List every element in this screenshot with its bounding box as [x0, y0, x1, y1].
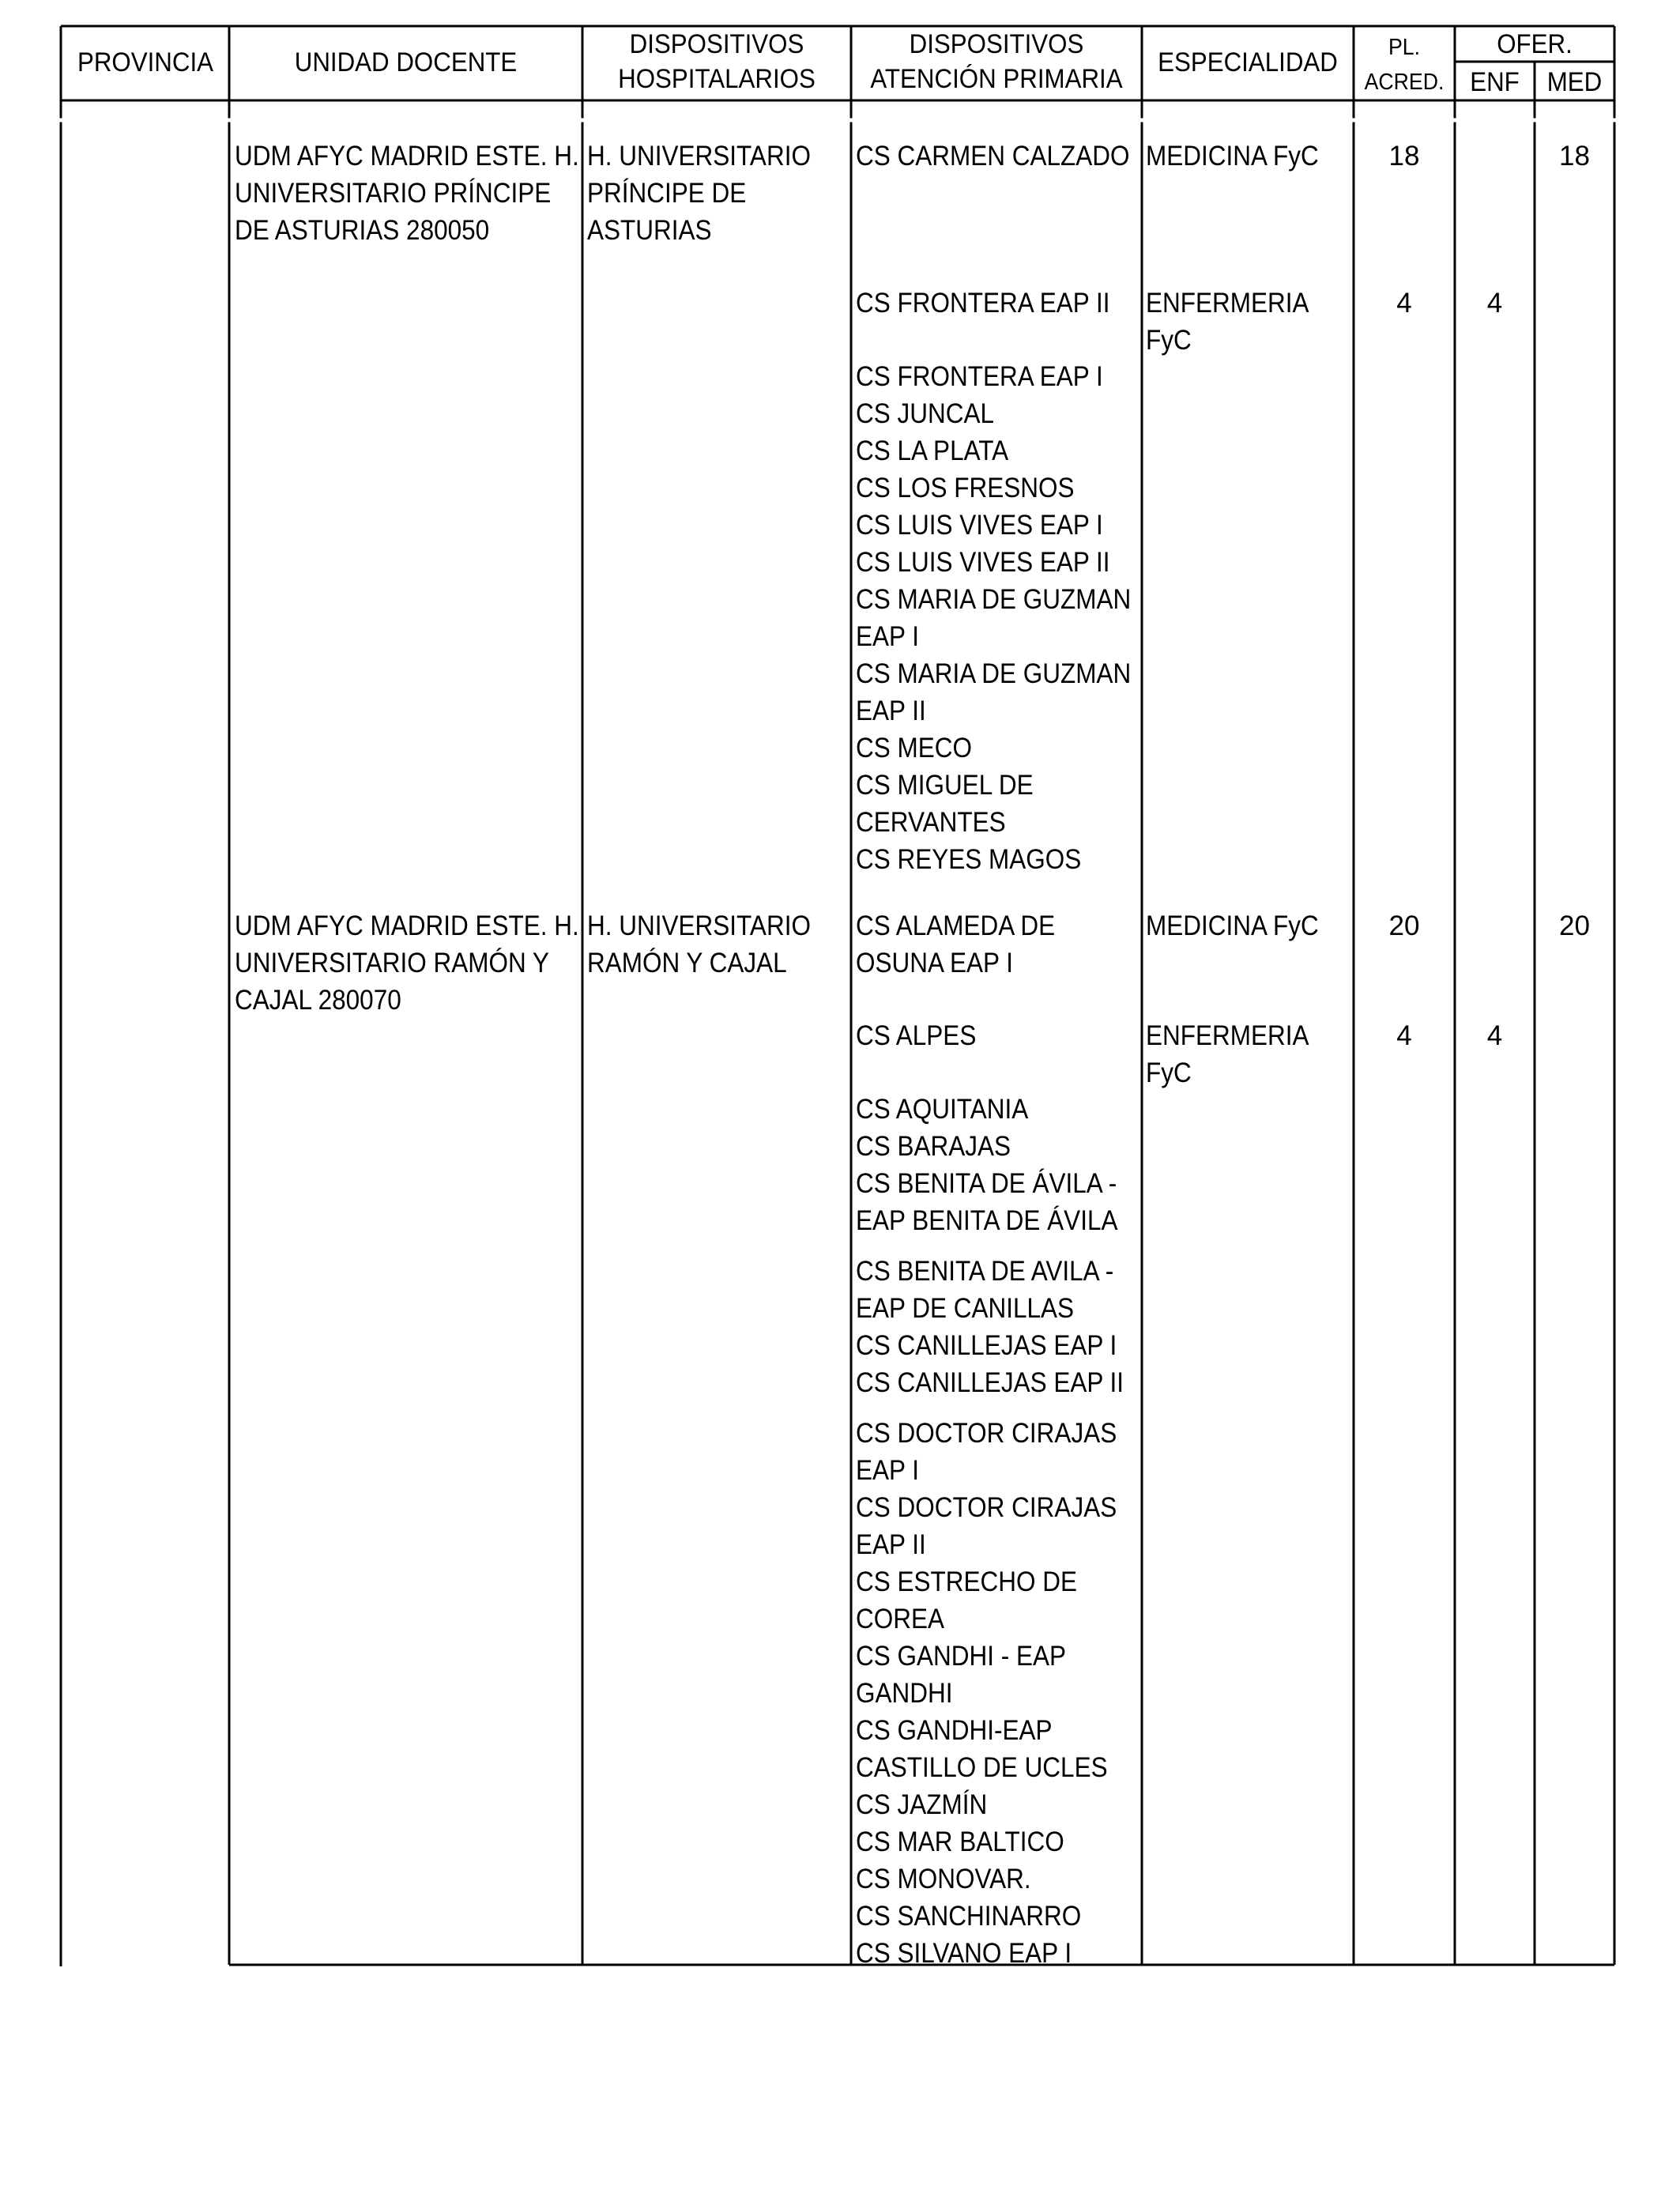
- header-especialidad: ESPECIALIDAD: [1158, 47, 1338, 77]
- header-unidad-docente: UNIDAD DOCENTE: [294, 47, 518, 77]
- header-provincia: PROVINCIA: [77, 47, 214, 77]
- row2-ap-list-b: CS BENITA DE AVILA - EAP DE CANILLAS CS CANILLEJAS EAP I CS CANILLEJAS EAP II: [856, 1256, 1124, 1398]
- row1-ap-first: CS CARMEN CALZADO: [856, 141, 1130, 172]
- header-pl-acred: PL. ACRED.: [1364, 35, 1445, 95]
- row1-pl-acred-medicina: 18: [1388, 141, 1420, 172]
- header-ofer: OFER.: [1497, 29, 1573, 59]
- row2-pl-acred-medicina: 20: [1388, 910, 1420, 941]
- row1-pl-acred-enfermeria: 4: [1396, 288, 1412, 319]
- row2-ofer-med: 20: [1559, 910, 1590, 941]
- row1-ofer-enf: 4: [1486, 288, 1503, 319]
- row2-especialidad-enfermeria: ENFERMERIA FyC: [1146, 1020, 1309, 1088]
- row2-ap-second: CS ALPES: [856, 1020, 977, 1051]
- row1-especialidad-medicina: MEDICINA FyC: [1146, 141, 1319, 172]
- header-enf: ENF: [1470, 67, 1520, 97]
- row1-unidad-docente: UDM AFYC MADRID ESTE. H. UNIVERSITARIO PRÍNCIPE DE ASTURIAS 280050: [235, 141, 579, 246]
- row2-ap-list-a: CS AQUITANIA CS BARAJAS CS BENITA DE ÁVILA - EAP BENITA DE ÁVILA: [856, 1094, 1118, 1236]
- row1-hospital: H. UNIVERSITARIO PRÍNCIPE DE ASTURIAS: [587, 141, 811, 246]
- row1-ap-list: CS FRONTERA EAP I CS JUNCAL CS LA PLATA CS LOS FRESNOS CS LUIS VIVES EAP I CS LUIS VIVES EAP II CS MARIA DE GUZMAN EAP I CS MARIA DE GUZMAN EAP II CS MECO CS MIGUEL DE CERVANTES CS REYES MAGOS: [856, 361, 1132, 875]
- row1-ap-second: CS FRONTERA EAP II: [856, 288, 1110, 319]
- header-dispositivos-atencion-primaria: DISPOSITIVOS ATENCIÓN PRIMARIA: [870, 29, 1123, 94]
- row2-ap-first: CS ALAMEDA DE OSUNA EAP I: [856, 910, 1056, 978]
- row1-especialidad-enfermeria: ENFERMERIA FyC: [1146, 288, 1309, 356]
- row2-pl-acred-enfermeria: 4: [1396, 1020, 1412, 1051]
- header-dispositivos-hospitalarios: DISPOSITIVOS HOSPITALARIOS: [618, 29, 816, 94]
- row1-ofer-med: 18: [1559, 141, 1590, 172]
- row2-unidad-docente: UDM AFYC MADRID ESTE. H. UNIVERSITARIO RAMÓN Y CAJAL 280070: [235, 910, 579, 1016]
- row2-especialidad-medicina: MEDICINA FyC: [1146, 910, 1319, 941]
- row2-ofer-enf: 4: [1486, 1020, 1503, 1051]
- row2-ap-list-c: CS DOCTOR CIRAJAS EAP I CS DOCTOR CIRAJAS EAP II CS ESTRECHO DE COREA CS GANDHI - EAP GANDHI CS GANDHI-EAP CASTILLO DE UCLES CS JAZMÍN CS MAR BALTICO CS MONOVAR. CS SANCHINARRO CS SILVANO EAP I: [856, 1418, 1117, 1969]
- row2-hospital: H. UNIVERSITARIO RAMÓN Y CAJAL: [587, 910, 811, 978]
- header-med: MED: [1546, 67, 1603, 97]
